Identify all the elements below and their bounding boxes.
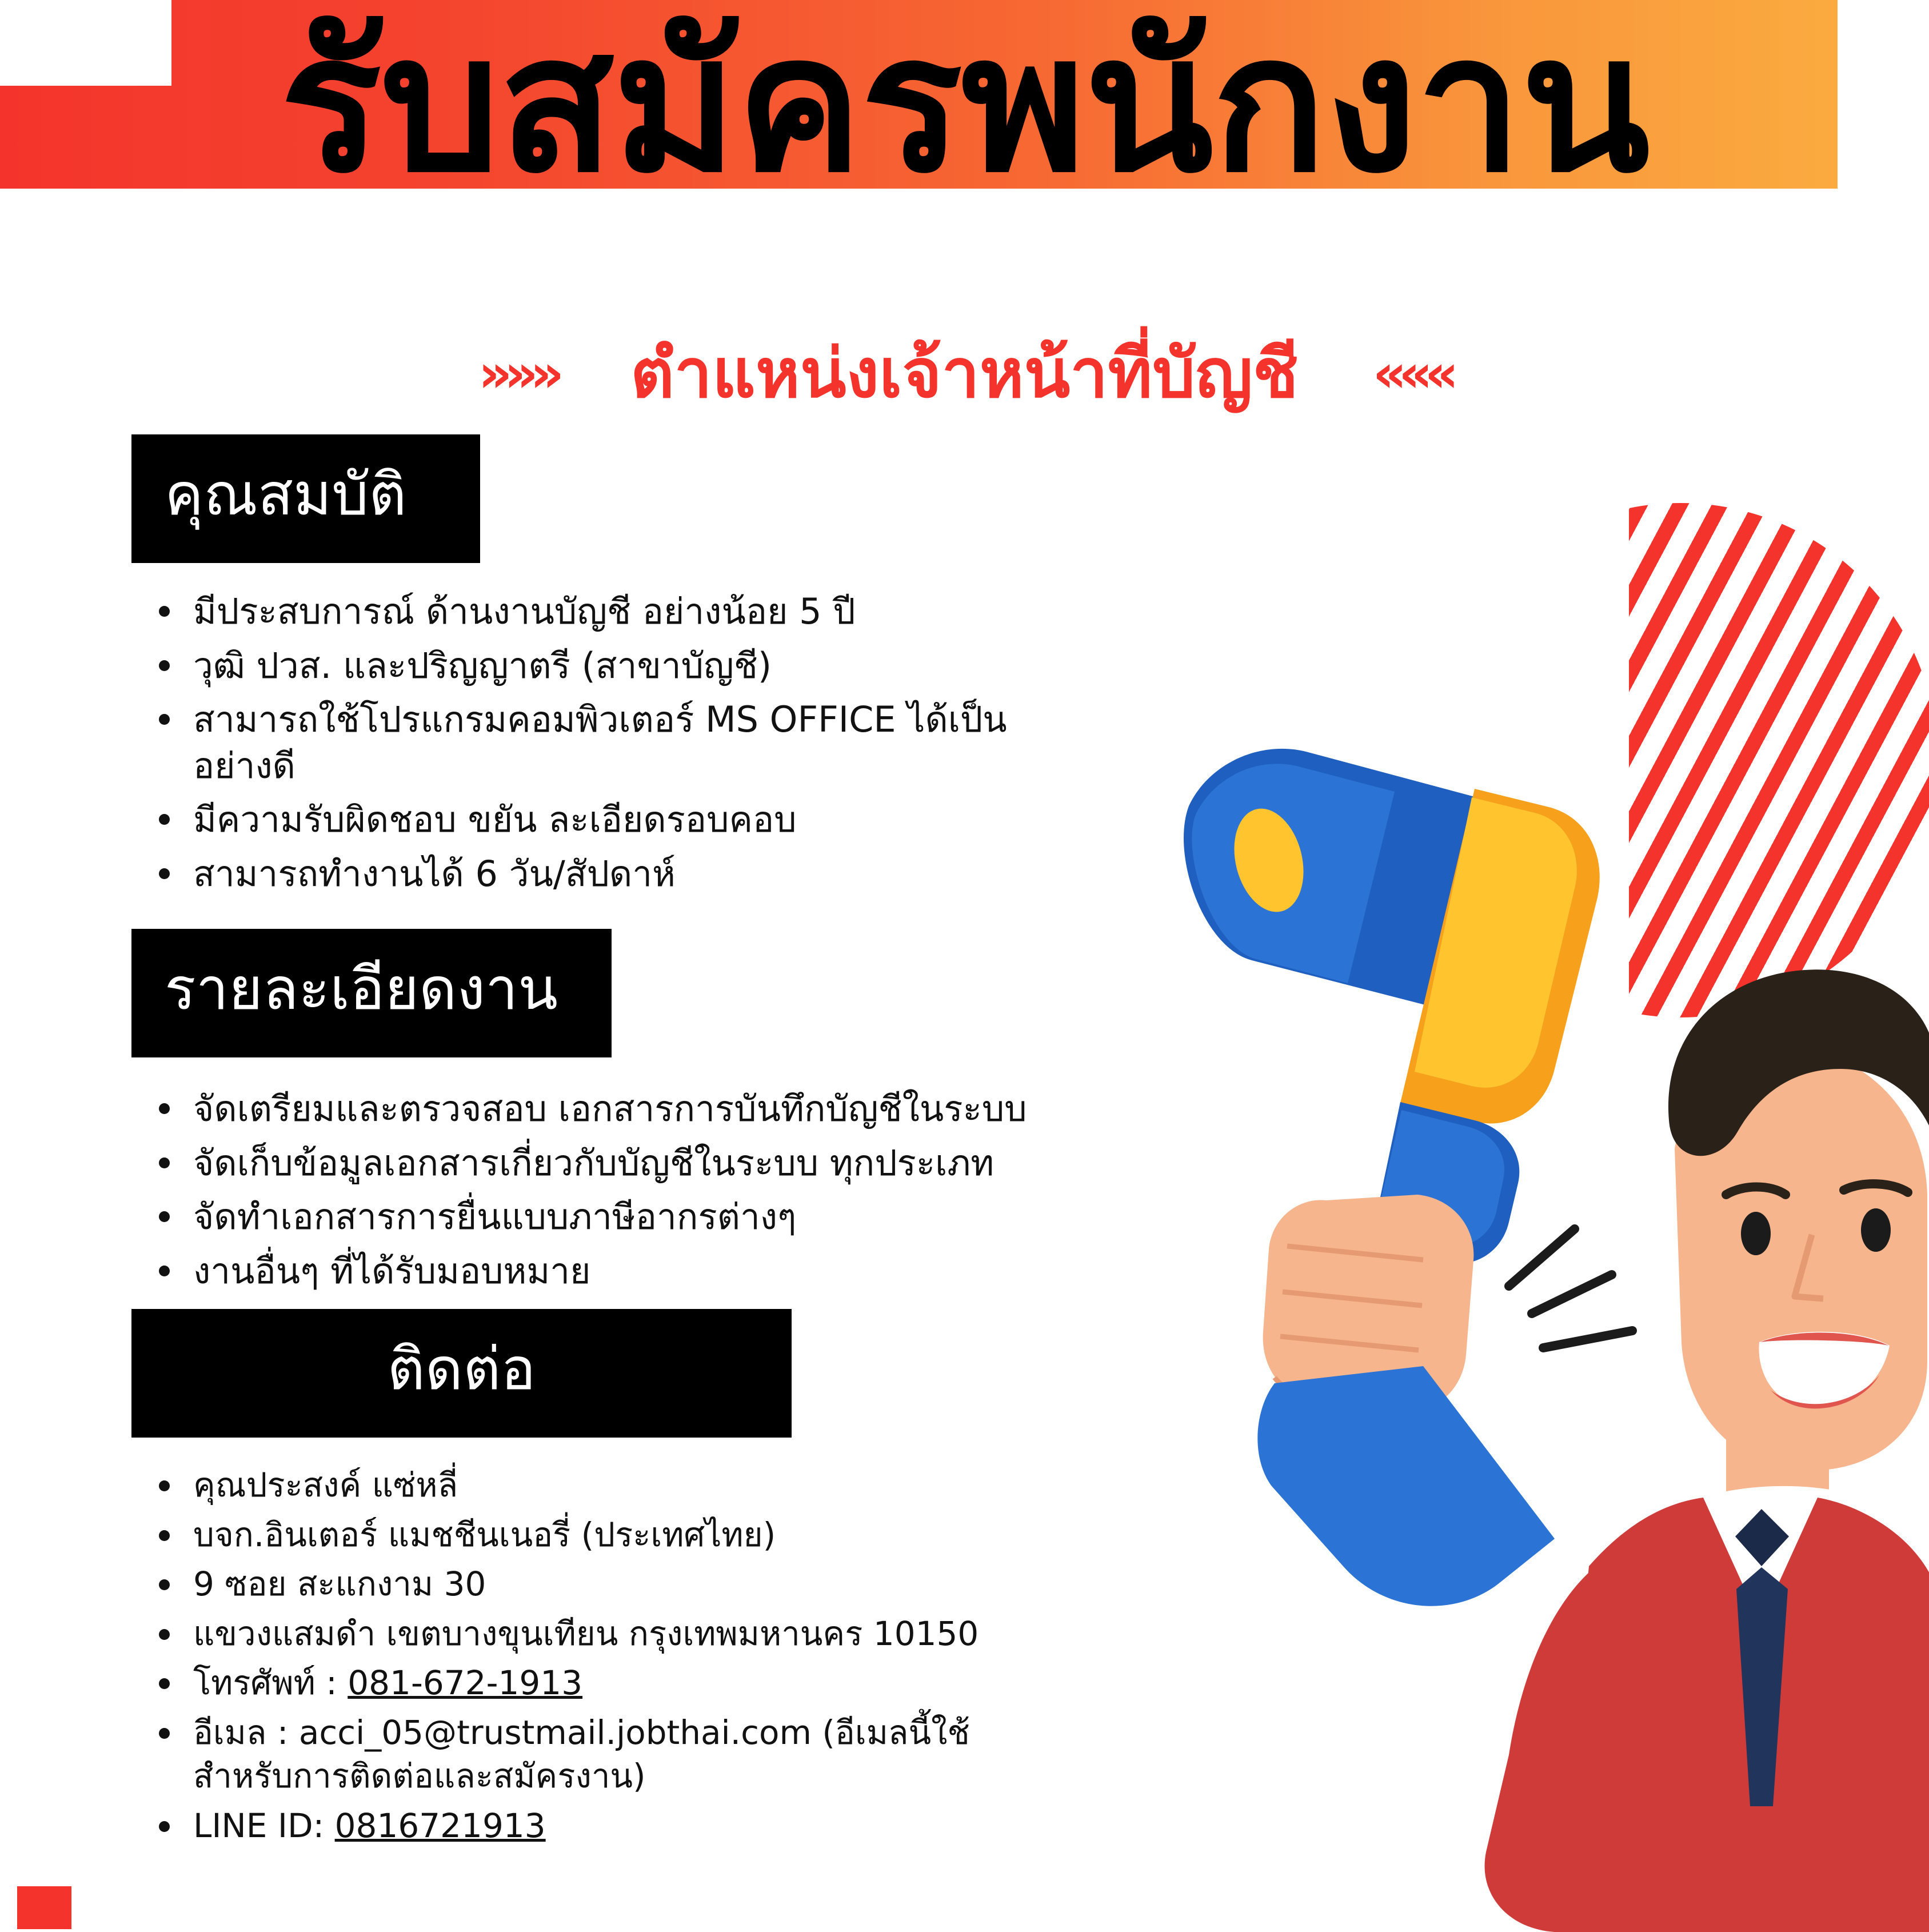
- page-title: รับสมัครพนักงาน: [280, 0, 1649, 214]
- job-position-title: ตำแหน่งเจ้าหน้าที่บัญชี: [630, 334, 1299, 413]
- list-item-phone: [143, 1661, 1035, 1705]
- line-label: LINE ID:: [193, 1806, 335, 1845]
- section-heading-contact: ติดต่อ: [131, 1309, 792, 1438]
- list-item-contact-name: คุณประสงค์ แซ่หลี่: [143, 1463, 1035, 1507]
- list-item-line-id: [143, 1804, 1035, 1848]
- list-item: จัดเตรียมและตรวจสอบ เอกสารการบันทึกบัญชีในระบบ: [143, 1086, 1080, 1132]
- illustration-man-with-megaphone: [1155, 617, 1929, 1932]
- qualifications-list: [143, 589, 1035, 905]
- list-item: สามารถทำงานได้ 6 วัน/สัปดาห์: [143, 851, 1035, 897]
- subtitle-row: [0, 332, 1929, 416]
- section-heading-qualifications: คุณสมบัติ: [131, 434, 480, 563]
- chevron-right-icon: »»»: [478, 342, 557, 404]
- phone-number[interactable]: 081-672-1913: [348, 1663, 583, 1703]
- sound-lines: [1509, 1229, 1632, 1348]
- job-details-list: [143, 1086, 1080, 1302]
- list-item-email[interactable]: อีเมล : acci_05@trustmail.jobthai.com (อีเมลนี้ใช้สำหรับการติดต่อและสมัครงาน): [143, 1711, 1035, 1798]
- section-heading-job-details: รายละเอียดงาน: [131, 929, 612, 1057]
- list-item-address-line-2: แขวงแสมดำ เขตบางขุนเทียน กรุงเทพมหานคร 10150: [143, 1612, 1035, 1656]
- line-id-value[interactable]: 0816721913: [334, 1806, 546, 1845]
- phone-label: โทรศัพท์ :: [193, 1663, 348, 1703]
- list-item-address-line-1: 9 ซอย สะแกงาม 30: [143, 1562, 1035, 1606]
- list-item: จัดทำเอกสารการยื่นแบบภาษีอากรต่างๆ: [143, 1194, 1080, 1240]
- chevron-left-icon: «««: [1372, 342, 1451, 404]
- list-item: วุฒิ ปวส. และปริญญาตรี (สาขาบัญชี): [143, 643, 1035, 689]
- character-figure: [1485, 969, 1929, 1932]
- sleeve-cuff: [1257, 1366, 1555, 1606]
- contact-list: [143, 1463, 1035, 1853]
- list-item: มีความรับผิดชอบ ขยัน ละเอียดรอบคอบ: [143, 797, 1035, 843]
- list-item: จัดเก็บข้อมูลเอกสารเกี่ยวกับบัญชีในระบบ ทุกประเภท: [143, 1140, 1080, 1187]
- list-item-company: บจก.อินเตอร์ แมชชีนเนอรี่ (ประเทศไทย): [143, 1513, 1035, 1557]
- corner-accent-square: [17, 1886, 71, 1929]
- list-item: สามารถใช้โปรแกรมคอมพิวเตอร์ MS OFFICE ได้เป็นอย่างดี: [143, 697, 1035, 789]
- list-item: มีประสบการณ์ ด้านงานบัญชี อย่างน้อย 5 ปี: [143, 589, 1035, 635]
- megaphone-icon: [1184, 749, 1600, 1264]
- list-item: งานอื่นๆ ที่ได้รับมอบหมาย: [143, 1248, 1080, 1295]
